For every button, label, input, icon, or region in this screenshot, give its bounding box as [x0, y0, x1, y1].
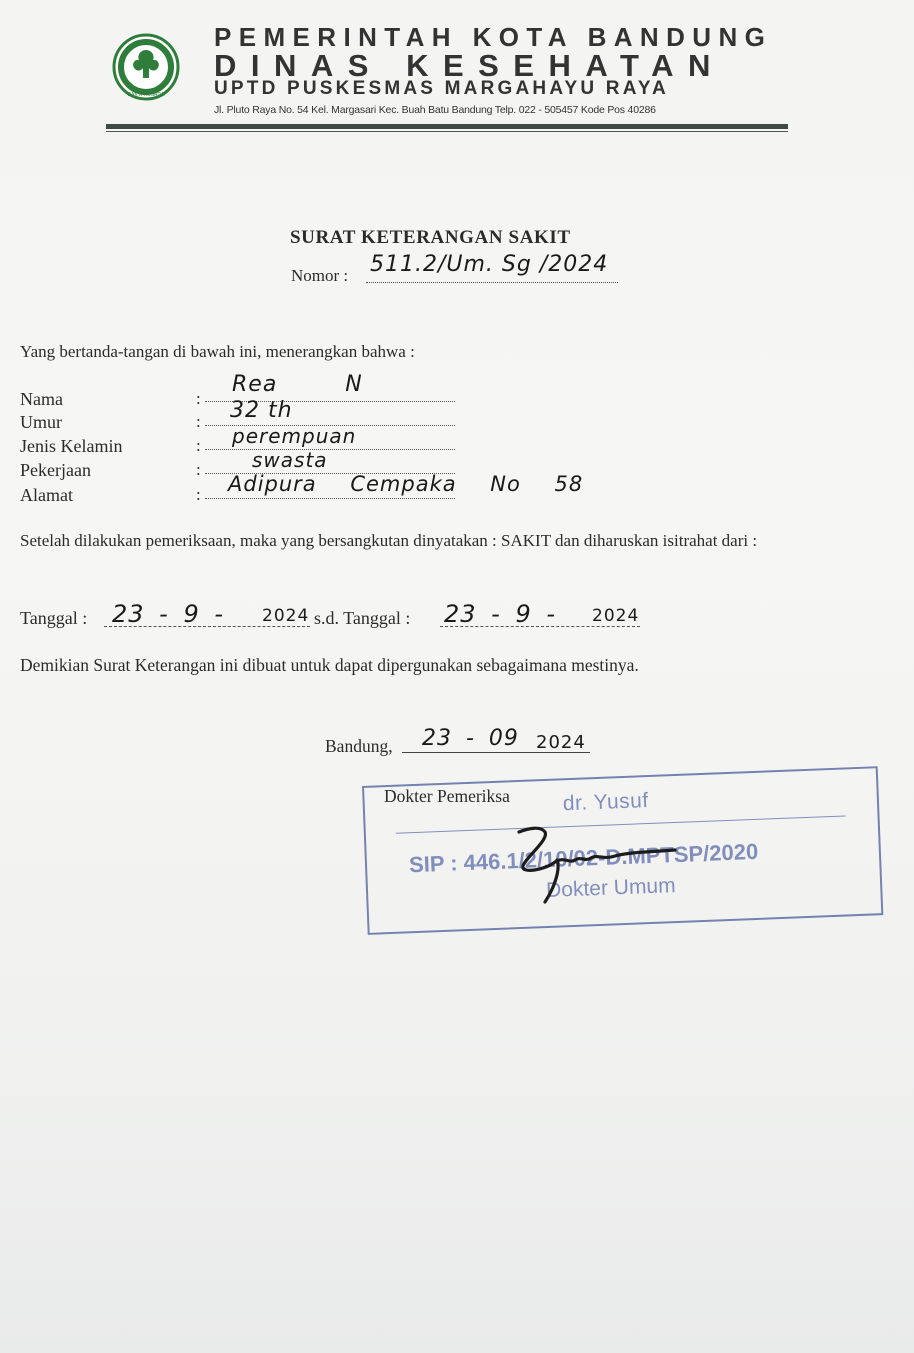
header-divider-thin — [106, 131, 788, 132]
nomor-label: Nomor : — [291, 266, 349, 285]
header-government: PEMERINTAH KOTA BANDUNG — [214, 22, 773, 52]
field-colon: : — [196, 460, 201, 479]
svg-text:BAKTI HUSADA: BAKTI HUSADA — [127, 92, 165, 98]
nomor-dots — [366, 282, 618, 283]
field-label-umur: Umur — [20, 412, 62, 432]
field-colon: : — [196, 436, 201, 455]
field-value-nama: Rea N — [232, 372, 363, 397]
field-value-alamat: Adipura Cempaka No 58 — [228, 472, 584, 496]
nomor-value: 511.2/Um. Sg /2024 — [370, 252, 609, 277]
header-unit: UPTD PUSKESMAS MARGAHAYU RAYA — [214, 78, 669, 99]
field-label-alamat: Alamat — [20, 485, 73, 505]
date-until-label: s.d. Tanggal : — [314, 608, 411, 628]
field-colon: : — [196, 389, 201, 408]
date-from-year: 2024 — [262, 606, 310, 626]
field-dots — [205, 497, 455, 499]
field-label-jenis-kelamin: Jenis Kelamin — [20, 436, 123, 456]
field-value-pekerjaan: swasta — [252, 448, 328, 472]
field-colon: : — [196, 412, 201, 431]
date-from-label: Tanggal : — [20, 608, 88, 628]
stamp-role: Dokter Umum — [545, 874, 677, 902]
intro-text: Yang bertanda-tangan di bawah ini, menerangkan bahwa : — [20, 342, 415, 361]
date-until-value: 23 - 9 - — [444, 600, 557, 628]
field-label-pekerjaan: Pekerjaan — [20, 460, 91, 480]
field-colon: : — [196, 485, 201, 504]
doctor-signature — [505, 820, 685, 910]
field-label-nama: Nama — [20, 389, 63, 409]
date-from-value: 23 - 9 - — [112, 600, 225, 628]
statement-text: Setelah dilakukan pemeriksaan, maka yang bersangkutan dinyatakan : SAKIT dan diharuskan isitrahat dari : — [20, 531, 758, 550]
stamp-sip-number: SIP : 446.1/2/10/02-D.MPTSP/2020 — [408, 838, 759, 878]
place-date-value: 23 - 09 — [422, 726, 519, 751]
place-date-year: 2024 — [536, 732, 586, 753]
place-label: Bandung, — [325, 736, 393, 756]
field-value-jenis-kelamin: perempuan — [232, 424, 357, 448]
header-department: DINAS KESEHATAN — [214, 48, 725, 83]
stamp-doctor-name: dr. Yusuf — [562, 789, 650, 816]
bakti-husada-logo-icon — [112, 32, 180, 102]
header-address: Jl. Pluto Raya No. 54 Kel. Margasari Kec. Buah Batu Bandung Telp. 022 - 505457 Kode Pos 40286 — [214, 104, 656, 116]
header-divider — [106, 124, 788, 129]
date-until-year: 2024 — [592, 606, 640, 626]
field-dots — [205, 448, 455, 450]
signer-title: Dokter Pemeriksa — [384, 786, 510, 806]
field-value-umur: 32 th — [230, 398, 293, 423]
document-title: SURAT KETERANGAN SAKIT — [290, 227, 571, 248]
closing-text: Demikian Surat Keterangan ini dibuat untuk dapat dipergunakan sebagaimana mestinya. — [20, 655, 639, 675]
